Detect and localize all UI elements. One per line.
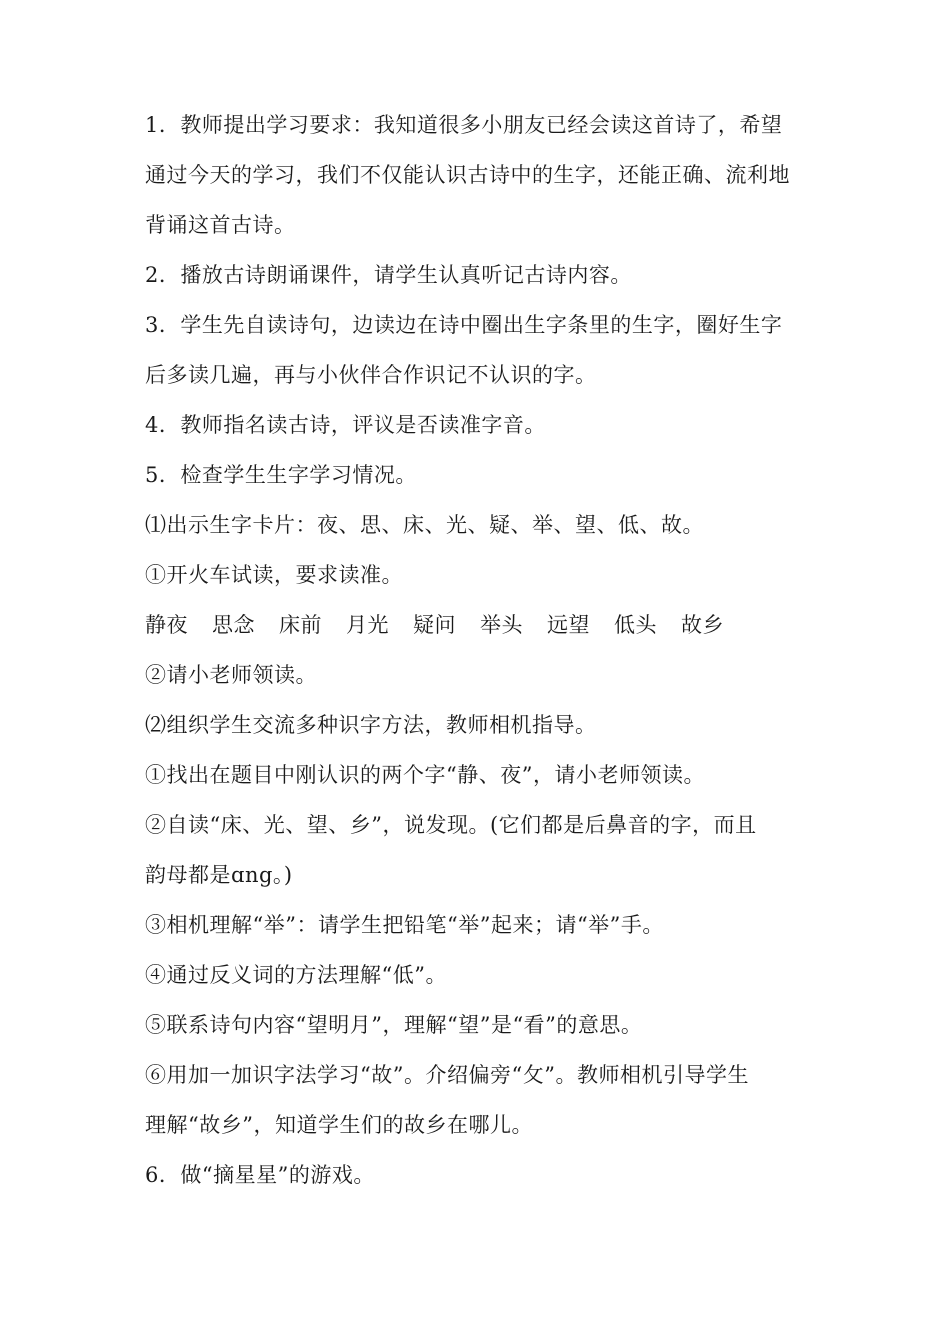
text-line: ②自读“床、光、望、乡”，说发现。(它们都是后鼻音的字，而且 [145, 813, 757, 837]
text-line: ③相机理解“举”：请学生把铅笔“举”起来；请“举”手。 [145, 913, 664, 937]
text-line: 通过今天的学习，我们不仅能认识古诗中的生字，还能正确、流利地 [145, 163, 790, 187]
word-item: 月光 [346, 613, 389, 637]
word-item: 静夜 [145, 613, 188, 637]
text-line: 5．检查学生生字学习情况。 [145, 463, 417, 487]
text-line: 背诵这首古诗。 [145, 213, 296, 237]
document-body [145, 100, 825, 1200]
text-line: 韵母都是ɑng。) [145, 863, 293, 887]
text-line: 3．学生先自读诗句，边读边在诗中圈出生字条里的生字，圈好生字 [145, 313, 783, 337]
text-line: ①开火车试读，要求读准。 [145, 563, 403, 587]
text-line: ④通过反义词的方法理解“低”。 [145, 963, 447, 987]
text-line: 理解“故乡”，知道学生们的故乡在哪儿。 [145, 1113, 533, 1137]
word-item: 远望 [547, 613, 590, 637]
text-line: ①找出在题目中刚认识的两个字“静、夜”，请小老师领读。 [145, 763, 705, 787]
text-line: 2．播放古诗朗诵课件，请学生认真听记古诗内容。 [145, 263, 632, 287]
text-line: ⑴出示生字卡片：夜、思、床、光、疑、举、望、低、故。 [145, 513, 704, 537]
word-item: 低头 [614, 613, 657, 637]
word-item: 故乡 [681, 613, 724, 637]
text-line: ⑤联系诗句内容“望明月”，理解“望”是“看”的意思。 [145, 1013, 643, 1037]
word-list [145, 600, 825, 650]
word-item: 思念 [212, 613, 255, 637]
word-item: 举头 [480, 613, 523, 637]
text-line: ⑥用加一加识字法学习“故”。介绍偏旁“攵”。教师相机引导学生 [145, 1063, 749, 1087]
text-line: 6．做“摘星星”的游戏。 [145, 1163, 375, 1187]
word-item: 床前 [279, 613, 322, 637]
text-line: 后多读几遍，再与小伙伴合作识记不认识的字。 [145, 363, 597, 387]
text-line: 4．教师指名读古诗，评议是否读准字音。 [145, 413, 546, 437]
word-item: 疑问 [413, 613, 456, 637]
text-line: ②请小老师领读。 [145, 663, 317, 687]
text-line: 1．教师提出学习要求：我知道很多小朋友已经会读这首诗了，希望 [145, 113, 783, 137]
text-line: ⑵组织学生交流多种识字方法，教师相机指导。 [145, 713, 597, 737]
